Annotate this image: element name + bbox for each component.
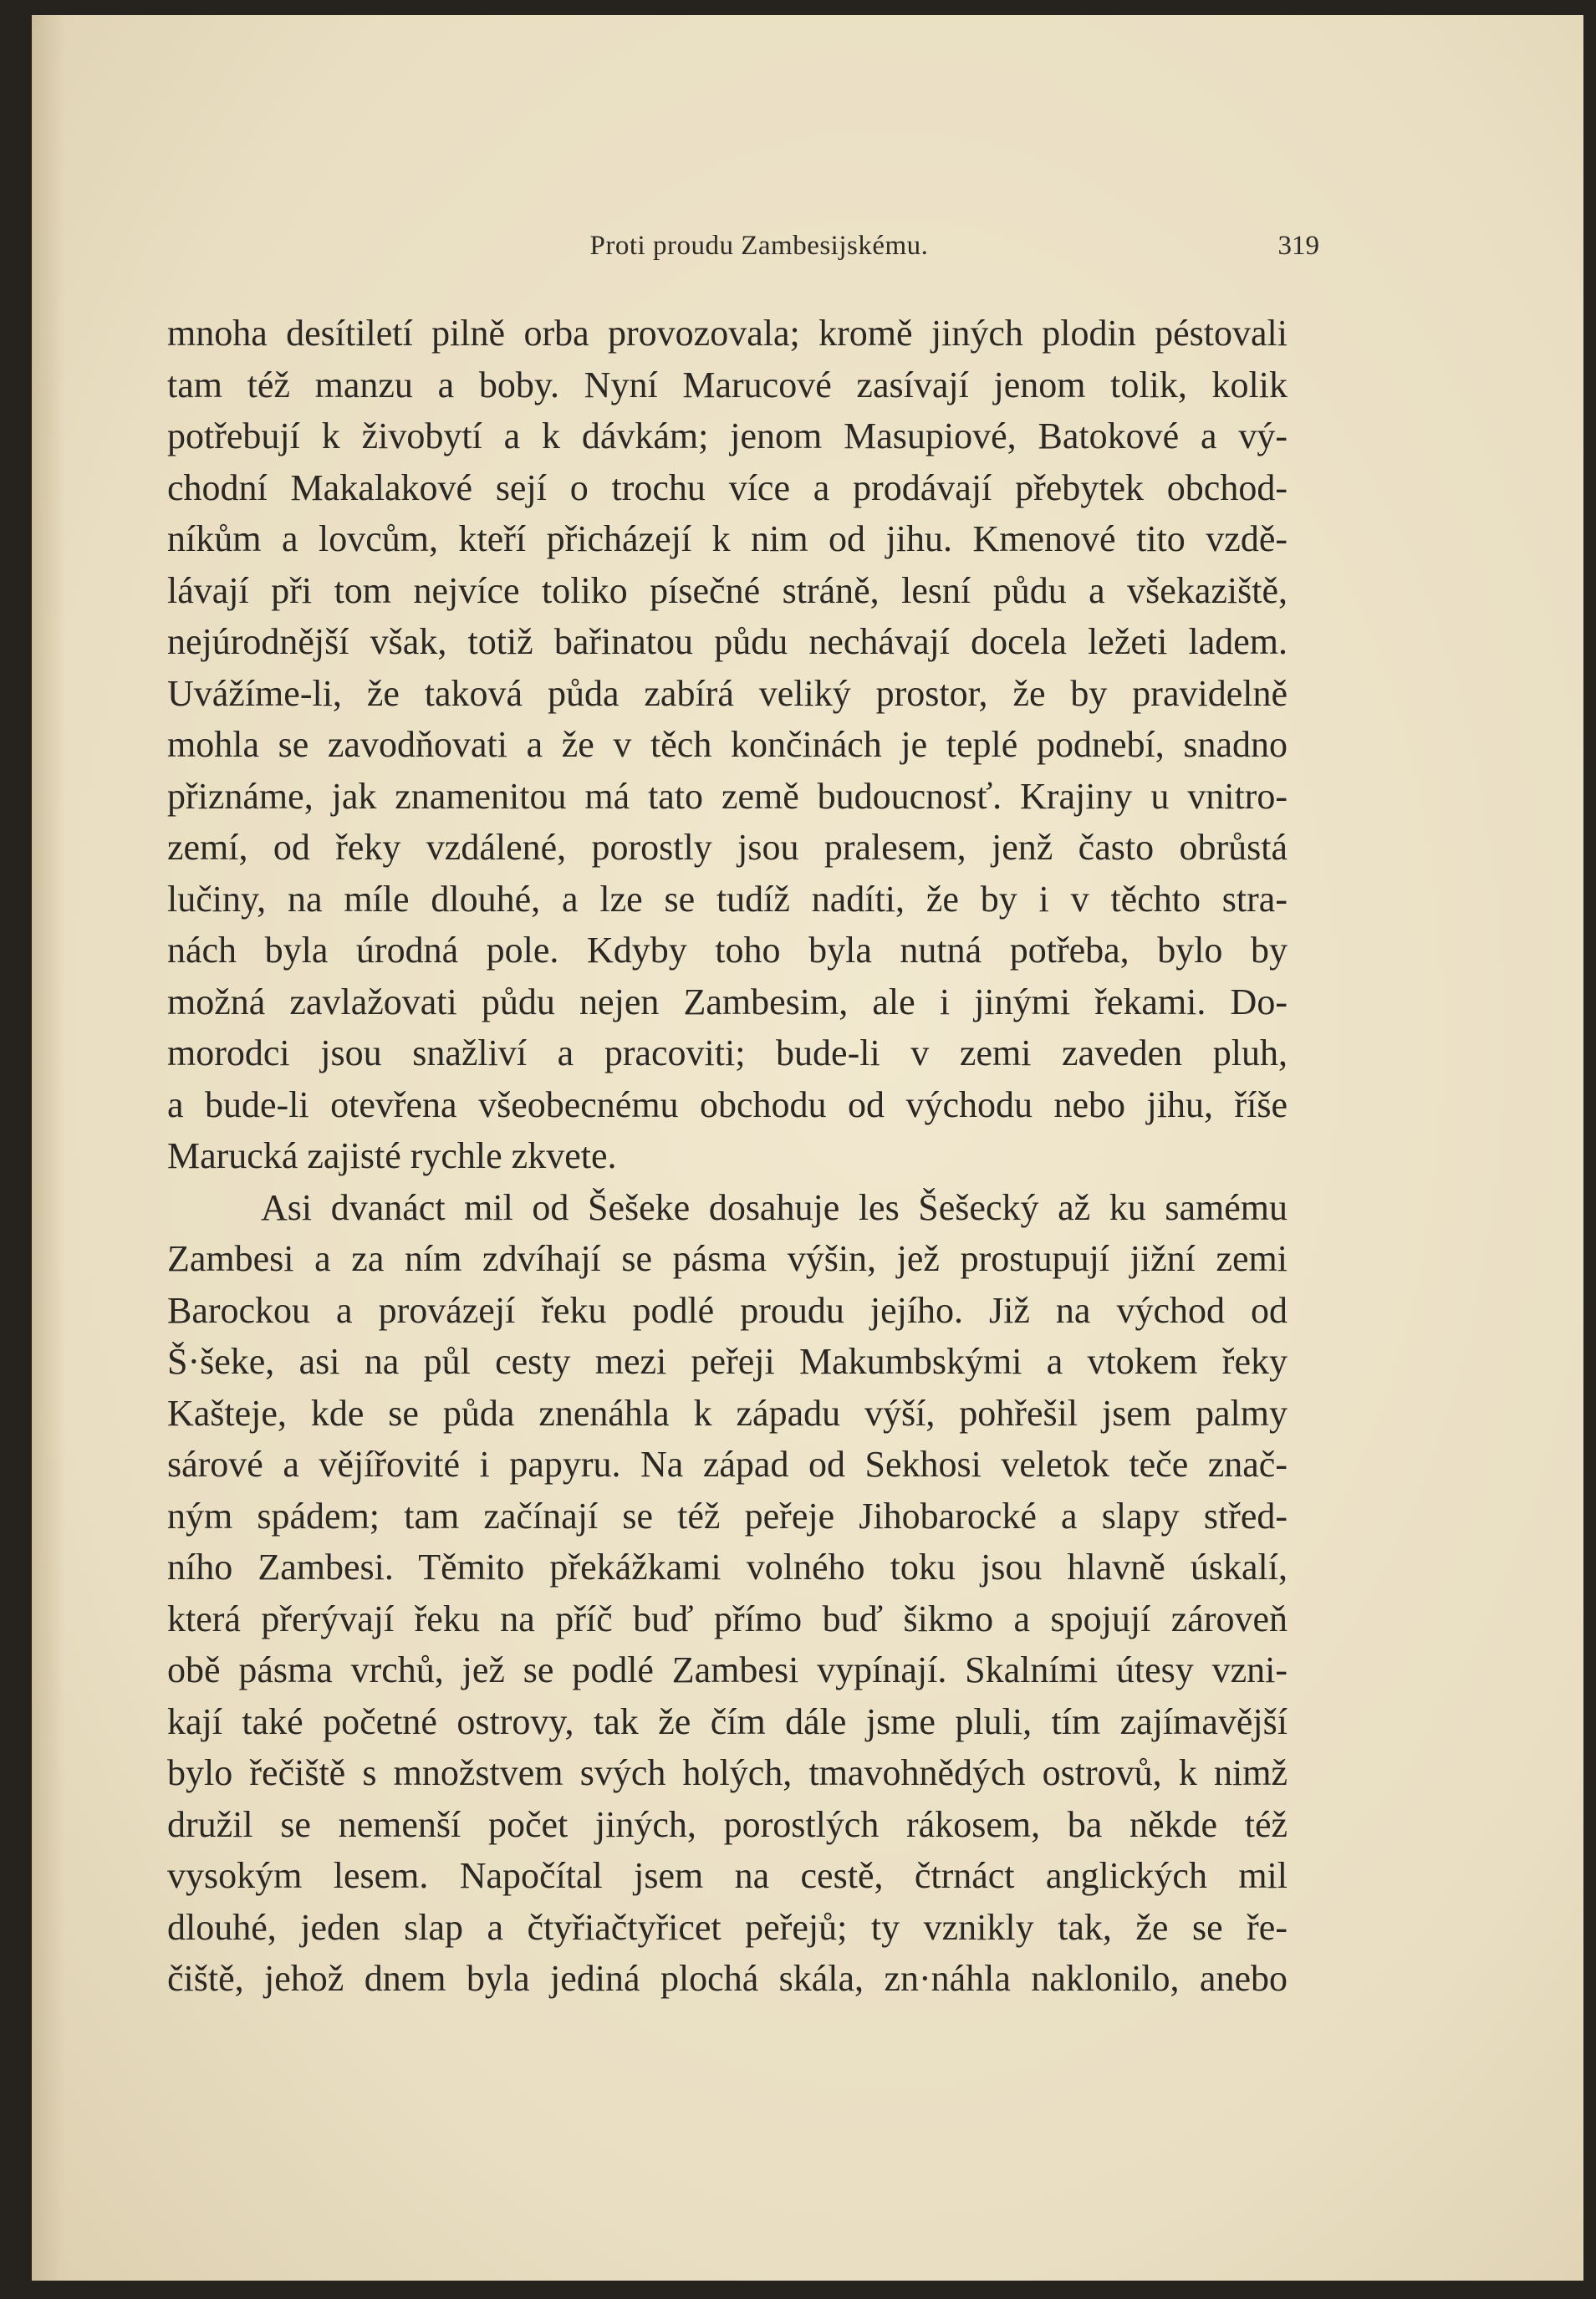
paragraph-2 [167,1182,1288,2005]
text-line: lávají při tom nejvíce toliko písečné stráně, lesní půdu a všekaziště, [167,569,1288,611]
text-line: vysokým lesem. Napočítal jsem na cestě, čtrnáct anglických mil [167,1855,1288,1896]
paragraph-1 [167,308,1288,1182]
body-text [167,308,1288,2005]
text-line: která přerývají řeku na příč buď přímo buď šikmo a spojují zároveň [167,1598,1288,1639]
text-line: ního Zambesi. Těmito překážkami volného toku jsou hlavně úskalí, [167,1547,1288,1588]
text-line: lučiny, na míle dlouhé, a lze se tudíž nadíti, že by i v těchto stra- [167,878,1288,920]
running-head [199,231,1319,264]
text-line: čiště, jehož dnem byla jediná plochá skála, zn·náhla naklonilo, anebo [167,1958,1288,1999]
text-line: možná zavlažovati půdu nejen Zambesim, ale i jinými řekami. Do- [167,981,1288,1022]
text-line: nejúrodnější však, totiž bařinatou půdu nechávají docela ležeti ladem. [167,621,1288,662]
running-title: Proti proudu Zambesijskému. [589,231,929,261]
text-line: ným spádem; tam začínají se též peřeje Jihobarocké a slapy střed- [167,1495,1288,1537]
text-line: bylo řečiště s množstvem svých holých, tmavohnědých ostrovů, k nimž [167,1752,1288,1793]
text-line: družil se nemenší počet jiných, porostlých rákosem, ba někde též [167,1803,1288,1845]
text-line: Uvážíme-li, že taková půda zabírá veliký prostor, že by pravidelně [167,672,1288,714]
text-line: přiznáme, jak znamenitou má tato země budoucnosť. Krajiny u vnitro- [167,775,1288,817]
text-line: Marucká zajisté rychle zkvete. [167,1135,617,1176]
page-gutter-shadow [32,15,65,2281]
text-line: mohla se zavodňovati a že v těch končinách je teplé podnebí, snadno [167,724,1288,765]
text-line: a bude-li otevřena všeobecnému obchodu od východu nebo jihu, říše [167,1083,1288,1125]
text-line: Zambesi a za ním zdvíhají se pásma výšin, jež prostupují jižní zemi [167,1238,1288,1279]
text-line: morodci jsou snažliví a pracoviti; bude-li v zemi zaveden pluh, [167,1032,1288,1073]
text-line: sárové a vějířovité i papyru. Na západ od Sekhosi veletok teče znač- [167,1444,1288,1485]
text-line: zemí, od řeky vzdálené, porostly jsou pralesem, jenž často obrůstá [167,827,1288,868]
text-line: Barockou a provázejí řeku podlé proudu jejího. Již na východ od [167,1289,1288,1331]
text-line: nách byla úrodná pole. Kdyby toho byla nutná potřeba, bylo by [167,930,1288,971]
text-line: mnoha desítiletí pilně orba provozovala; kromě jiných plodin péstovali [167,313,1288,354]
text-line: tam též manzu a boby. Nyní Marucové zasívají jenom tolik, kolik [167,364,1288,405]
text-line: potřebují k živobytí a k dávkám; jenom Masupiové, Batokové a vý- [167,415,1288,456]
page-number: 319 [1277,231,1319,261]
text-line: dlouhé, jeden slap a čtyřiačtyřicet peřejů; ty vznikly tak, že se ře- [167,1906,1288,1948]
text-line: kají také početné ostrovy, tak že čím dále jsme pluli, tím zajímavější [167,1700,1288,1742]
text-line: níkům a lovcům, kteří přicházejí k nim od jihu. Kmenové tito vzdě- [167,518,1288,559]
text-line: Asi dvanáct mil od Šešeke dosahuje les Šešecký až ku samému [261,1186,1288,1228]
text-line: chodní Makalakové sejí o trochu více a prodávají přebytek obchod- [167,466,1288,508]
text-line: Kašteje, kde se půda znenáhla k západu výší, pohřešil jsem palmy [167,1392,1288,1434]
text-line: obě pásma vrchů, jež se podlé Zambesi vypínají. Skalními útesy vzni- [167,1649,1288,1690]
text-line: Š·šeke, asi na půl cesty mezi peřeji Makumbskými a vtokem řeky [167,1341,1288,1382]
